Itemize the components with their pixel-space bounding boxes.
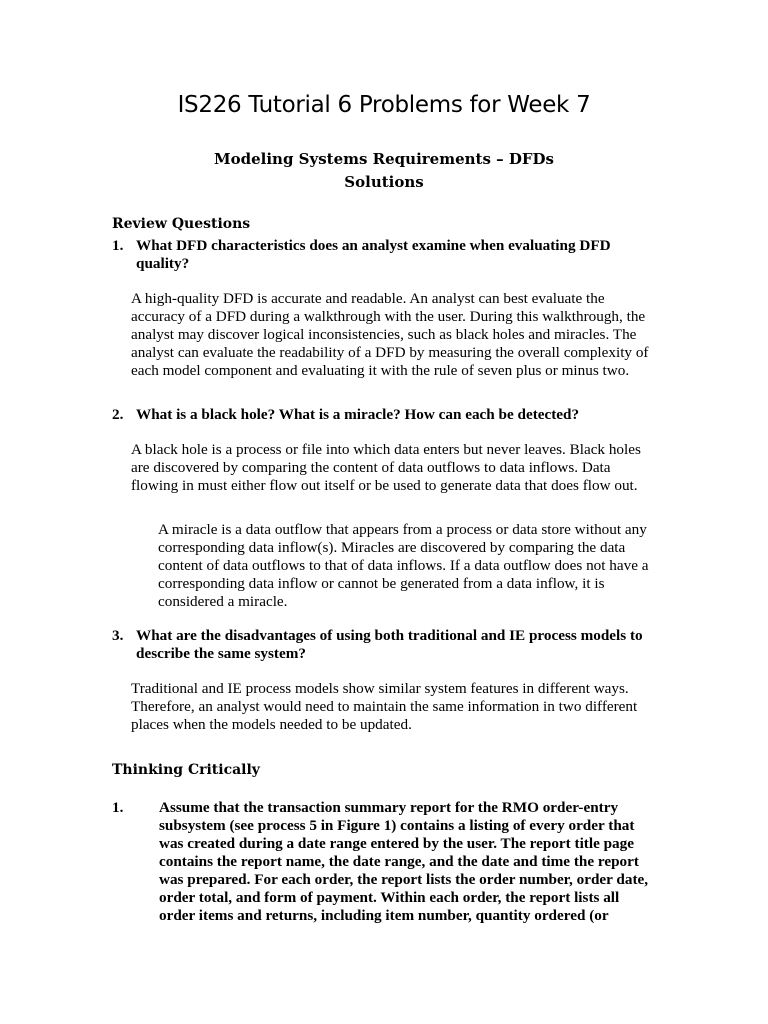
review-answer-2-black-hole: A black hole is a process or file into which data enters but never leaves. Black holes are discovered by comparing the content of data outflows to data inflows. Data flowing in must either flow out itself or be used to generate data that does flow out.	[131, 441, 641, 494]
review-questions-heading: Review Questions	[112, 216, 251, 232]
question-text: Assume that the transaction summary report for the RMO order-entry subsystem (see process 5 in Figure 1) contains a listing of every order that was created during a date range entered by the user. The report title page contains the report name, the date range, and the date and time the report was prepared. For each order, the report lists the order number, order date, order total, and form of payment. Within each order, the report lists all order items and returns, including item number, quantity ordered (or	[159, 799, 649, 924]
question-text: What is a black hole? What is a miracle? How can each be detected?	[136, 406, 580, 423]
document-subtitle-solutions: Solutions	[344, 173, 424, 191]
review-answer-2-miracle: A miracle is a data outflow that appears from a process or data store without any corresponding data inflow(s). Miracles are discovered by comparing the data content of data outflows to that of data inflows. If a data outflow does not have a corresponding data inflow or cannot be generated from a data inflow, it is considered a miracle.	[158, 521, 649, 610]
review-question-3	[112, 627, 652, 663]
review-question-1	[112, 237, 652, 273]
question-text: What are the disadvantages of using both traditional and IE process models to describe the same system?	[136, 627, 643, 662]
document-subtitle: Modeling Systems Requirements – DFDs	[214, 150, 554, 168]
thinking-critically-heading: Thinking Critically	[112, 762, 260, 778]
review-answer-3: Traditional and IE process models show similar system features in different ways. Therefore, an analyst would need to maintain the same information in two different places when the models needed to be updated.	[131, 680, 638, 733]
question-number: 1.	[112, 799, 124, 816]
thinking-question-1	[112, 799, 652, 925]
question-number: 3.	[112, 627, 124, 644]
question-number: 2.	[112, 406, 124, 423]
review-answer-1: A high-quality DFD is accurate and readable. An analyst can best evaluate the accuracy of a DFD during a walkthrough with the user. During this walkthrough, the analyst may discover logical inconsistencies, such as black holes and miracles. The analyst can evaluate the readability of a DFD by measuring the overall complexity of each model component and evaluating it with the rule of seven plus or minus two.	[131, 290, 649, 379]
question-number: 1.	[112, 237, 124, 254]
document-title: IS226 Tutorial 6 Problems for Week 7	[177, 92, 591, 118]
review-question-2	[112, 406, 652, 424]
question-text: What DFD characteristics does an analyst examine when evaluating DFD quality?	[136, 237, 611, 272]
